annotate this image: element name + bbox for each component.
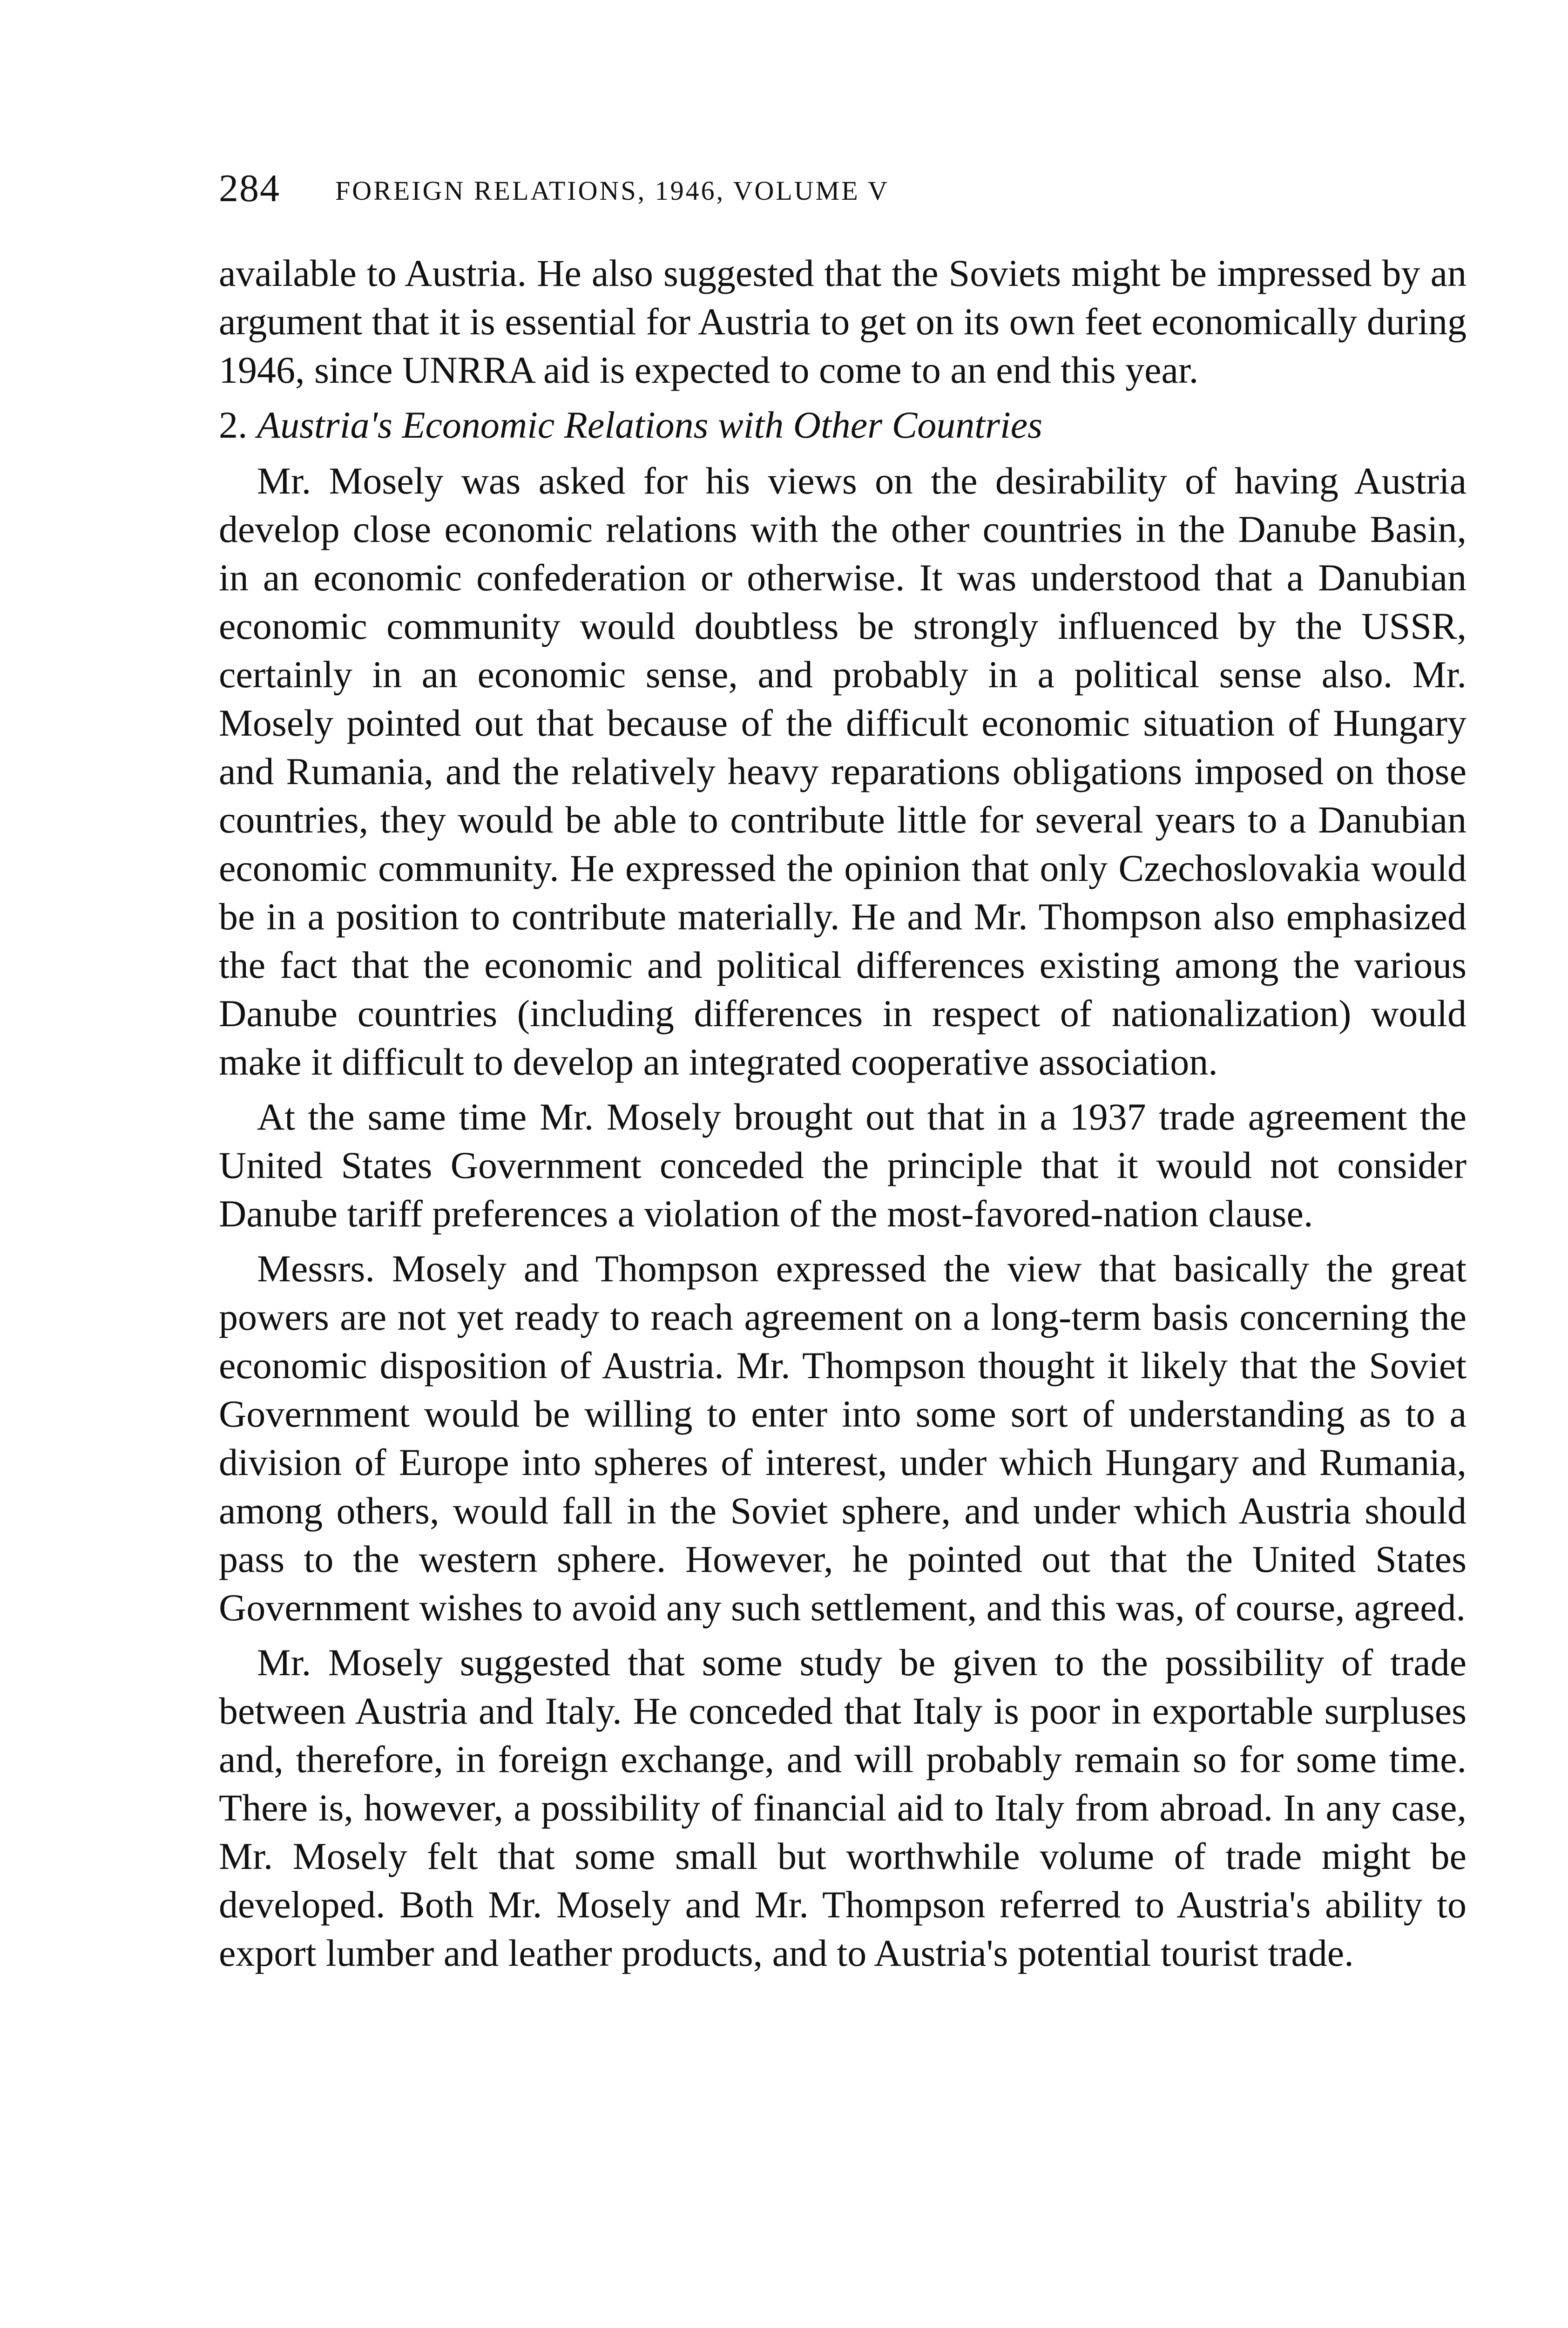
page-number: 284 <box>219 167 280 210</box>
paragraph: At the same time Mr. Mosely brought out that in a 1937 trade agreement the United States Government conceded the principle that it would not consider Danube tariff preferences a violation of the most-favored-nation clause. <box>219 1096 1467 1235</box>
paragraph-continuation: available to Austria. He also suggested that the Soviets might be impressed by an argument that it is essential for Austria to get on its own feet economically during 1946, since UNRRA aid is expected to come to an end this year. <box>219 252 1467 391</box>
paragraph: Mr. Mosely was asked for his views on the desirability of having Austria develop close economic relations with the other countries in the Danube Basin, in an economic confederation or otherwise. It was understood that a Danubian economic community would doubtless be strongly influenced by the USSR, certainly in an economic sense, and probably in a political sense also. Mr. Mosely pointed out that because of the difficult economic situation of Hungary and Rumania, and the relatively heavy reparations obligations imposed on those countries, they would be able to contribute little for several years to a Danubian economic community. He expressed the opinion that only Czechoslovakia would be in a position to contribute materially. He and Mr. Thompson also emphasized the fact that the economic and political differences existing among the various Danube countries (including differences in respect of nationalization) would make it difficult to develop an integrated cooperative association. <box>219 460 1467 1083</box>
running-head: FOREIGN RELATIONS, 1946, VOLUME V <box>335 176 889 206</box>
page-header <box>219 165 1201 212</box>
paragraph: Mr. Mosely suggested that some study be given to the possibility of trade between Austria and Italy. He conceded that Italy is poor in exportable surpluses and, therefore, in foreign exchange, and will probably remain so for some time. There is, however, a possibility of financial aid to Italy from abroad. In any case, Mr. Mosely felt that some small but worthwhile volume of trade might be developed. Both Mr. Mosely and Mr. Thompson referred to Austria's ability to export lumber and leather products, and to Austria's potential tourist trade. <box>219 1641 1467 1974</box>
section-heading <box>219 401 1467 449</box>
paragraph: Messrs. Mosely and Thompson expressed the view that basically the great powers are not yet ready to reach agreement on a long-term basis concerning the economic disposition of Austria. Mr. Thompson thought it likely that the Soviet Government would be willing to enter into some sort of understanding as to a division of Europe into spheres of interest, under which Hungary and Rumania, among others, would fall in the Soviet sphere, and under which Austria should pass to the western sphere. However, he pointed out that the United States Government wishes to avoid any such settlement, and this was, of course, agreed. <box>219 1247 1467 1629</box>
section-title: Austria's Economic Relations with Other Countries <box>257 404 1043 446</box>
body-text <box>219 249 1467 1984</box>
section-number: 2. <box>219 404 248 446</box>
